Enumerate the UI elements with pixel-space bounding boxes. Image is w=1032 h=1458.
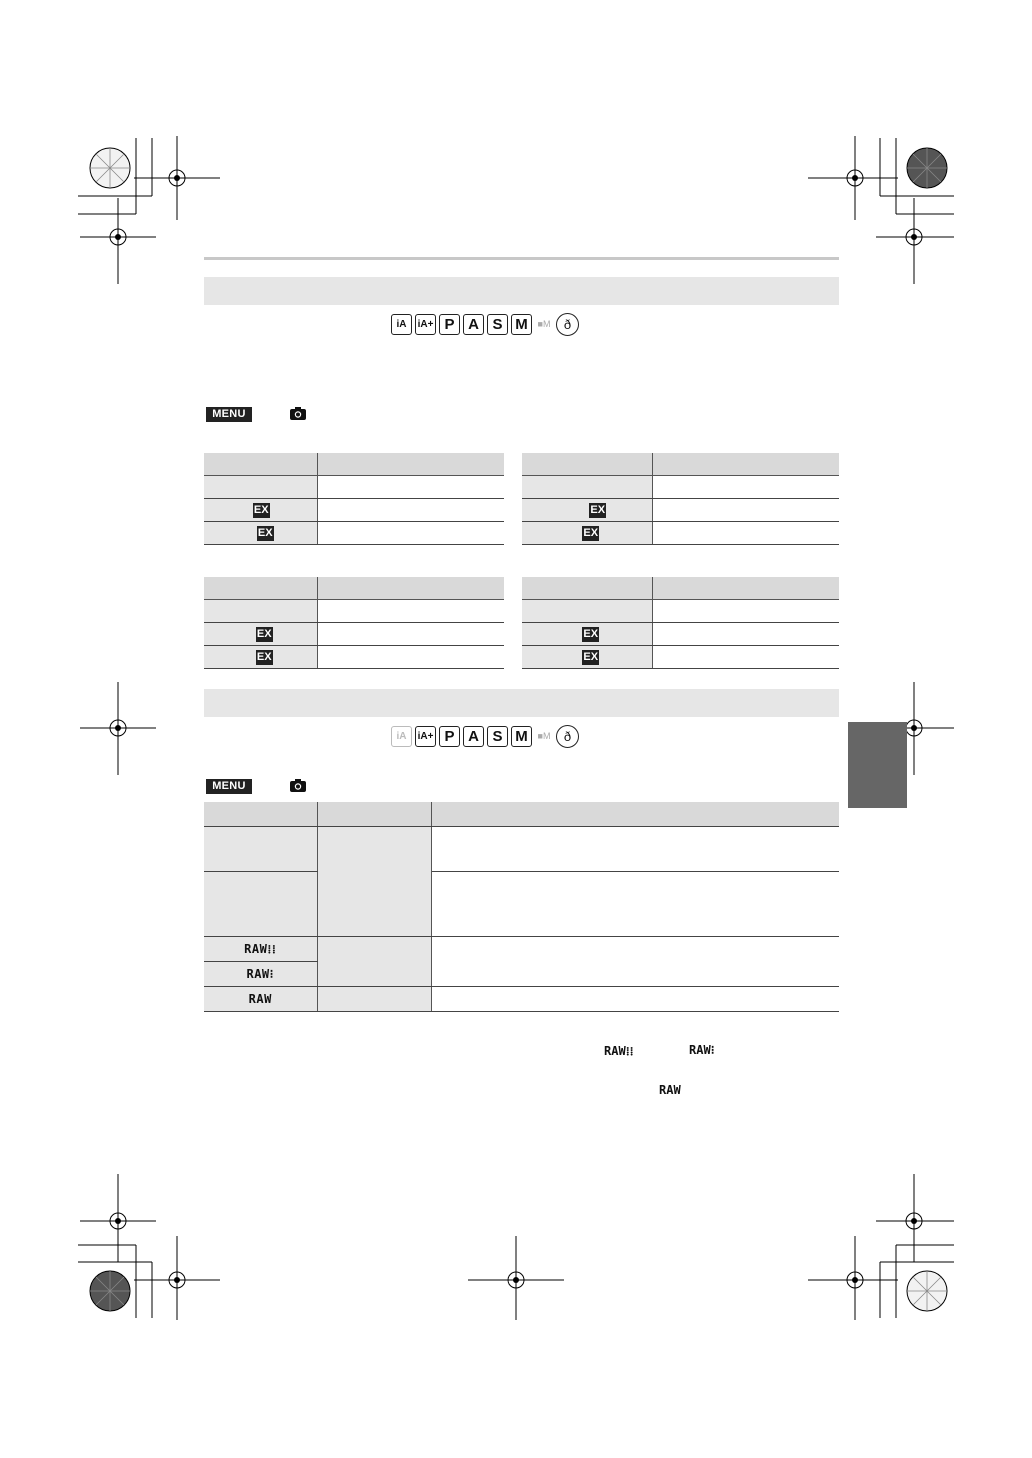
table-row [522, 522, 652, 545]
ex-badge-icon: EX [253, 504, 269, 516]
menu-badge: MENU [206, 779, 252, 794]
size-table-c [204, 577, 504, 669]
ex-badge-icon: EX [583, 527, 599, 539]
table-header [317, 453, 504, 476]
mode-ia-icon: iA [391, 726, 412, 747]
size-table-d [522, 577, 839, 669]
footnote-raw-standard [689, 1041, 715, 1059]
section-2-title-bar [204, 689, 839, 717]
raw-standard-icon: RAW [246, 967, 270, 981]
table-header [431, 802, 839, 827]
header-rule [204, 257, 839, 260]
raw-fine-icon: RAW [604, 1044, 626, 1058]
standard-dots-icon: ⁝ [269, 967, 274, 981]
mode-ia-plus-icon: iA+ [415, 314, 436, 335]
table-row [204, 937, 317, 962]
table-header [652, 577, 839, 600]
section-2-mode-icons [391, 725, 579, 747]
mode-ia-plus-icon: iA+ [415, 726, 436, 747]
table-row [204, 600, 317, 623]
section-1-mode-icons [391, 313, 579, 335]
raw-standard-icon: RAW [689, 1043, 711, 1057]
size-table-a [204, 453, 504, 545]
chapter-side-tab [848, 722, 907, 808]
table-row [522, 600, 652, 623]
table-header [204, 802, 317, 827]
mode-creative-icon: ð [556, 313, 579, 336]
mode-s-icon: S [487, 726, 508, 747]
fine-dots-icon: ⁞⁞ [267, 941, 277, 956]
table-cell [317, 827, 431, 937]
footnote-raw-fine [604, 1042, 634, 1060]
raw-only-icon: RAW [659, 1083, 681, 1097]
mode-a-icon: A [463, 726, 484, 747]
mode-m-icon: M [511, 314, 532, 335]
table-header [652, 453, 839, 476]
mode-creative-icon: ð [556, 725, 579, 748]
ex-badge-icon: EX [583, 628, 599, 640]
mode-s-icon: S [487, 314, 508, 335]
mode-p-icon: P [439, 314, 460, 335]
table-row [522, 623, 652, 646]
fine-dots-icon: ⁞⁞ [625, 1044, 634, 1058]
mode-a-icon: A [463, 314, 484, 335]
table-cell [317, 937, 431, 987]
standard-dots-icon: ⁝ [710, 1043, 715, 1057]
ex-badge-icon: EX [256, 651, 272, 663]
table-row [204, 872, 317, 937]
table-row [522, 646, 652, 669]
table-header [317, 577, 504, 600]
raw-only-icon: RAW [248, 992, 272, 1006]
table-row [204, 499, 317, 522]
camera-icon [290, 779, 306, 792]
table-row [204, 827, 317, 872]
table-row [204, 623, 317, 646]
ex-badge-icon: EX [256, 628, 272, 640]
menu-badge: MENU [206, 407, 252, 422]
camera-icon [290, 407, 306, 420]
table-row [204, 476, 317, 499]
footnote-raw-only [659, 1081, 681, 1099]
table-header [204, 453, 317, 476]
table-row [204, 987, 317, 1012]
ex-badge-icon: EX [590, 504, 606, 516]
mode-movie-icon: ■M [537, 319, 551, 329]
section-1-title-bar [204, 277, 839, 305]
ex-badge-icon: EX [583, 651, 599, 663]
table-row [204, 962, 317, 987]
table-header [522, 577, 652, 600]
raw-fine-icon: RAW [244, 941, 268, 956]
table-header [317, 802, 431, 827]
table-row [522, 476, 652, 499]
table-row [522, 499, 652, 522]
quality-table [204, 802, 839, 1012]
table-header [522, 453, 652, 476]
mode-movie-icon: ■M [537, 731, 551, 741]
size-table-b [522, 453, 839, 545]
mode-ia-icon: iA [391, 314, 412, 335]
mode-m-icon: M [511, 726, 532, 747]
table-header [204, 577, 317, 600]
mode-p-icon: P [439, 726, 460, 747]
ex-badge-icon: EX [257, 527, 273, 539]
table-row [204, 646, 317, 669]
table-row [204, 522, 317, 545]
